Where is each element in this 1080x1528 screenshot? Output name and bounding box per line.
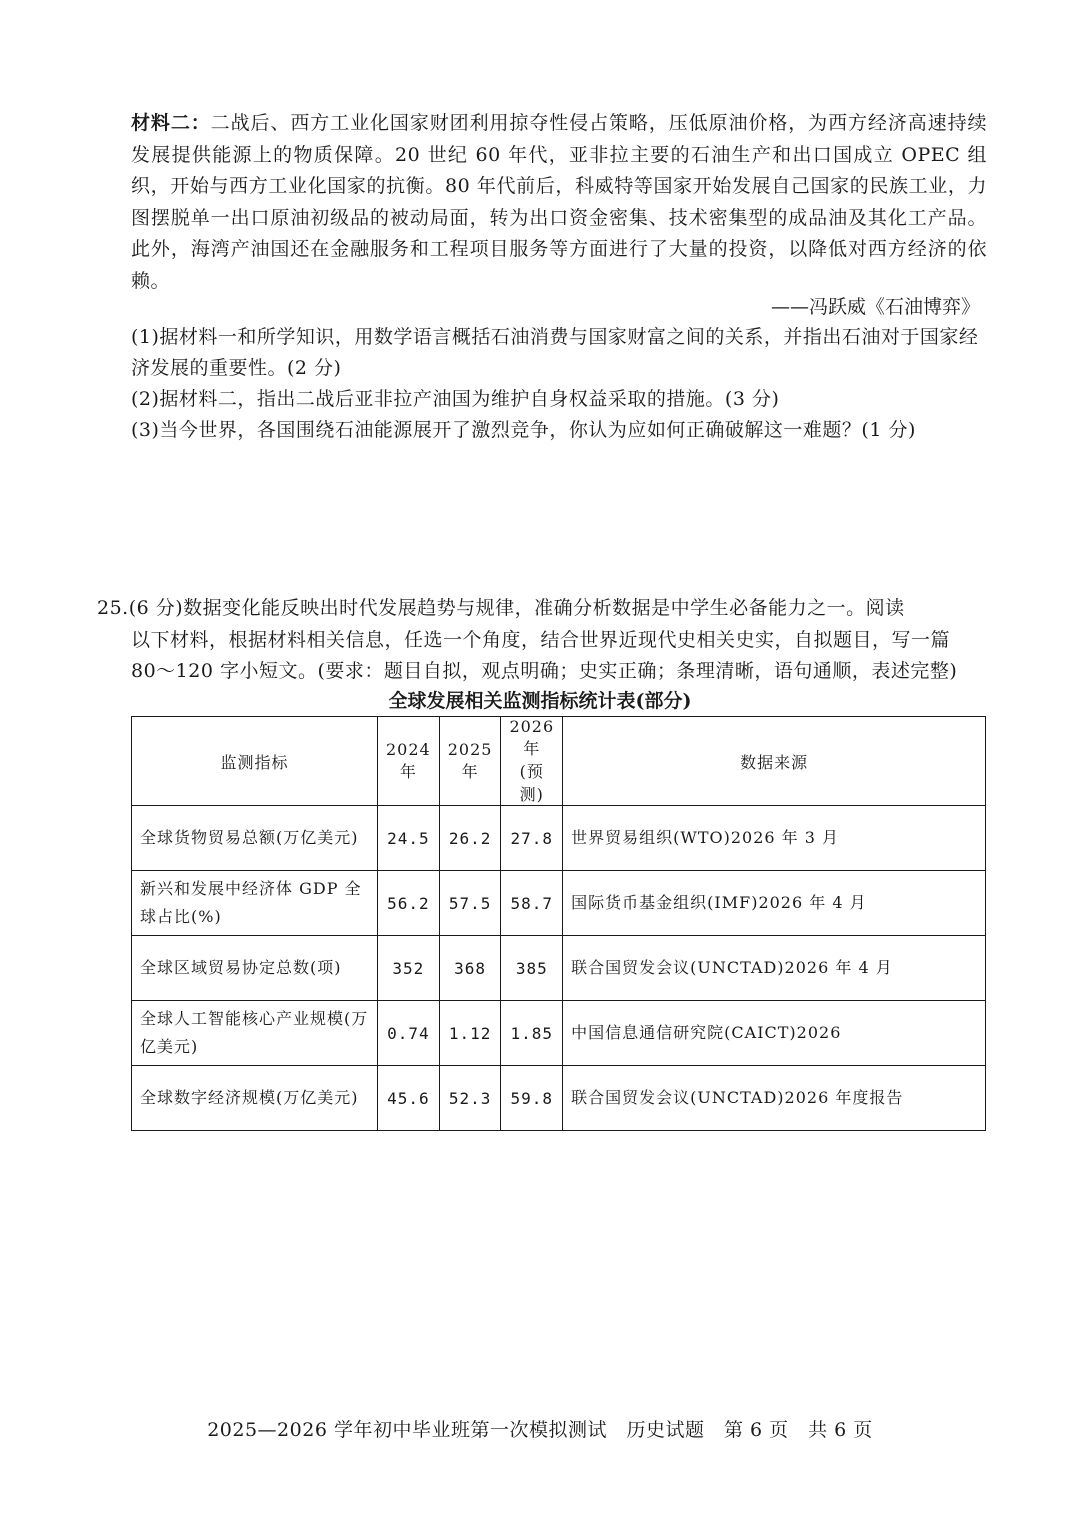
cell-indicator: 全球区域贸易协定总数(项) — [132, 936, 378, 1001]
cell-source: 世界贸易组织(WTO)2026 年 3 月 — [563, 806, 986, 871]
table-title: 全球发展相关监测指标统计表(部分) — [388, 690, 692, 712]
table-row — [132, 871, 986, 936]
cell-2025: 1.12 — [439, 1001, 501, 1066]
table-row — [132, 806, 986, 871]
header-source: 数据来源 — [563, 717, 986, 806]
header-2025: 2025 年 — [439, 717, 501, 806]
question-3: (3)当今世界，各国围绕石油能源展开了激烈竞争，你认为应如何正确破解这一难题？(1 分) — [131, 419, 916, 441]
statistics-table — [131, 716, 986, 1131]
cell-2026: 1.85 — [501, 1001, 563, 1066]
cell-indicator: 全球数字经济规模(万亿美元) — [132, 1066, 378, 1131]
cell-indicator: 新兴和发展中经济体 GDP 全球占比(%) — [132, 871, 378, 936]
table-row — [132, 1066, 986, 1131]
table-row — [132, 1001, 986, 1066]
cell-2025: 52.3 — [439, 1066, 501, 1131]
cell-source: 国际货币基金组织(IMF)2026 年 4 月 — [563, 871, 986, 936]
question-1: (1)据材料一和所学知识，用数学语言概括石油消费与国家财富之间的关系，并指出石油对于国家经济发展的重要性。(2 分) — [131, 326, 979, 379]
header-2026 — [501, 717, 563, 806]
question-25 — [97, 593, 987, 688]
cell-2024: 24.5 — [378, 806, 440, 871]
cell-2024: 352 — [378, 936, 440, 1001]
cell-2024: 0.74 — [378, 1001, 440, 1066]
question-list — [131, 322, 987, 446]
material-two-text: 二战后、西方工业化国家财团利用掠夺性侵占策略，压低原油价格，为西方经济高速持续发展提供能源上的物质保障。20 世纪 60 年代，亚非拉主要的石油生产和出口国成立 OPEC 组织，开始与西方工业化国家的抗衡。80 年代前后，科威特等国家开始发展自己国家的民族工业，力图摆脱单一出口原油初级品的被动局面，转为出口资金密集、技术密集型的成品油及其化工产品。此外，海湾产油国还在金融服务和工程项目服务等方面进行了大量的投资，以降低对西方经济的依赖。 — [131, 112, 987, 292]
table-row — [132, 936, 986, 1001]
material-two-label: 材料二： — [131, 112, 211, 134]
cell-2026: 58.7 — [501, 871, 563, 936]
header-indicator: 监测指标 — [132, 717, 378, 806]
cell-2026: 385 — [501, 936, 563, 1001]
question-2: (2)据材料二，指出二战后亚非拉产油国为维护自身权益采取的措施。(3 分) — [131, 388, 780, 410]
cell-2025: 26.2 — [439, 806, 501, 871]
cell-source: 中国信息通信研究院(CAICT)2026 — [563, 1001, 986, 1066]
cell-2024: 45.6 — [378, 1066, 440, 1131]
question-25-line-3: 80～120 字小短文。(要求：题目自拟，观点明确；史实正确；条理清晰，语句通顺，表述完整) — [131, 660, 958, 682]
cell-indicator: 全球人工智能核心产业规模(万亿美元) — [132, 1001, 378, 1066]
cell-source: 联合国贸发会议(UNCTAD)2026 年 4 月 — [563, 936, 986, 1001]
cell-indicator: 全球货物贸易总额(万亿美元) — [132, 806, 378, 871]
header-2026-year: 2026 年 — [509, 717, 555, 758]
header-2026-note: (预测) — [519, 762, 544, 804]
page-footer: 2025—2026 学年初中毕业班第一次模拟测试 历史试题 第 6 页 共 6 页 — [207, 1419, 873, 1441]
question-25-line-1: 25.(6 分)数据变化能反映出时代发展趋势与规律，准确分析数据是中学生必备能力之一。阅读 — [97, 597, 905, 619]
cell-2025: 57.5 — [439, 871, 501, 936]
cell-2025: 368 — [439, 936, 501, 1001]
question-25-line-2: 以下材料，根据材料相关信息，任选一个角度，结合世界近现代史相关史实，自拟题目，写一篇 — [131, 628, 951, 651]
cell-2024: 56.2 — [378, 871, 440, 936]
header-2024: 2024 年 — [378, 717, 440, 806]
material-two-paragraph — [131, 108, 987, 297]
cell-source: 联合国贸发会议(UNCTAD)2026 年度报告 — [563, 1066, 986, 1131]
cell-2026: 59.8 — [501, 1066, 563, 1131]
table-header-row — [132, 717, 986, 806]
cell-2026: 27.8 — [501, 806, 563, 871]
material-two-source: ——冯跃威《石油博弈》 — [770, 296, 980, 318]
